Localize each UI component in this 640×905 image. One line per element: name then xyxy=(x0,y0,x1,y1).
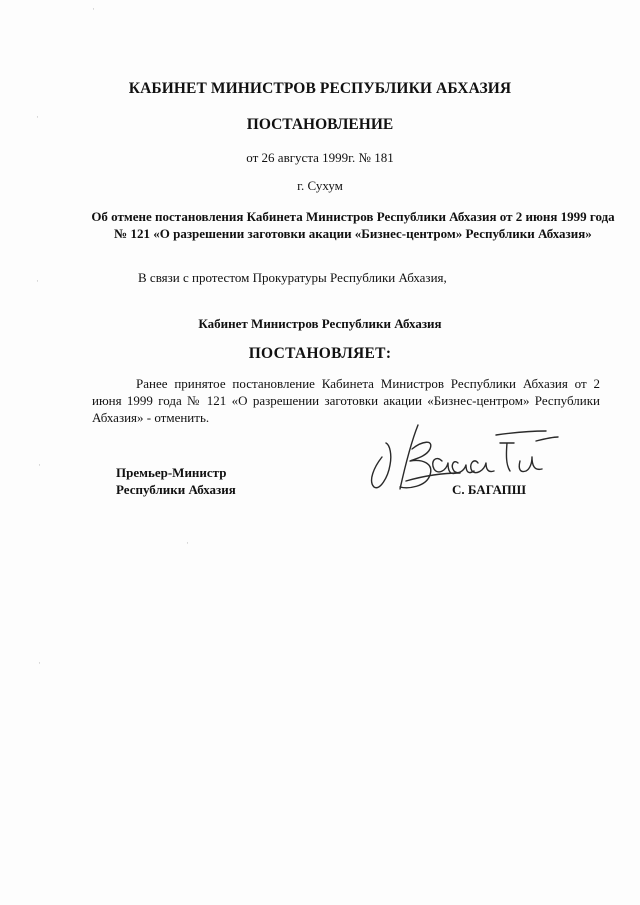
date-and-number: от 26 августа 1999г. № 181 xyxy=(246,150,394,165)
preamble-text: В связи с протестом Прокуратуры Республики Абхазия, xyxy=(138,270,447,285)
issuing-body: Кабинет Министров Республики Абхазия xyxy=(198,316,442,331)
signatory-title-line2: Республики Абхазия xyxy=(116,482,236,497)
scan-speck: · xyxy=(38,460,41,470)
scan-speck: · xyxy=(92,4,95,14)
resolve-heading: ПОСТАНОВЛЯЕТ: xyxy=(248,345,392,362)
place-of-issue: г. Сухум xyxy=(297,178,343,193)
scan-speck: · xyxy=(36,276,39,286)
scan-speck: · xyxy=(186,538,189,548)
signatory-title-line1: Премьер-Министр xyxy=(116,465,227,480)
resolution-paragraph: Ранее принятое постановление Кабинета Министров Республики Абхазия от 2 июня 1999 года № 121 «О разрешении заготовки акации «Бизнес-центром» Республики Абхазия» - отменить. xyxy=(92,376,600,425)
document-subject: Об отмене постановления Кабинета Министров Республики Абхазия от 2 июня 1999 года № 121 «О разрешении заготовки акации «Бизнес-центром» Республики Абхазия» xyxy=(91,209,615,241)
scan-speck: · xyxy=(36,112,39,122)
signatory-name: С. БАГАПШ xyxy=(452,482,527,497)
organization-heading: КАБИНЕТ МИНИСТРОВ РЕСПУБЛИКИ АБХАЗИЯ xyxy=(128,80,512,97)
signatory-title xyxy=(116,464,236,498)
scan-speck: · xyxy=(38,658,41,668)
document-type-heading: ПОСТАНОВЛЕНИЕ xyxy=(246,116,394,133)
